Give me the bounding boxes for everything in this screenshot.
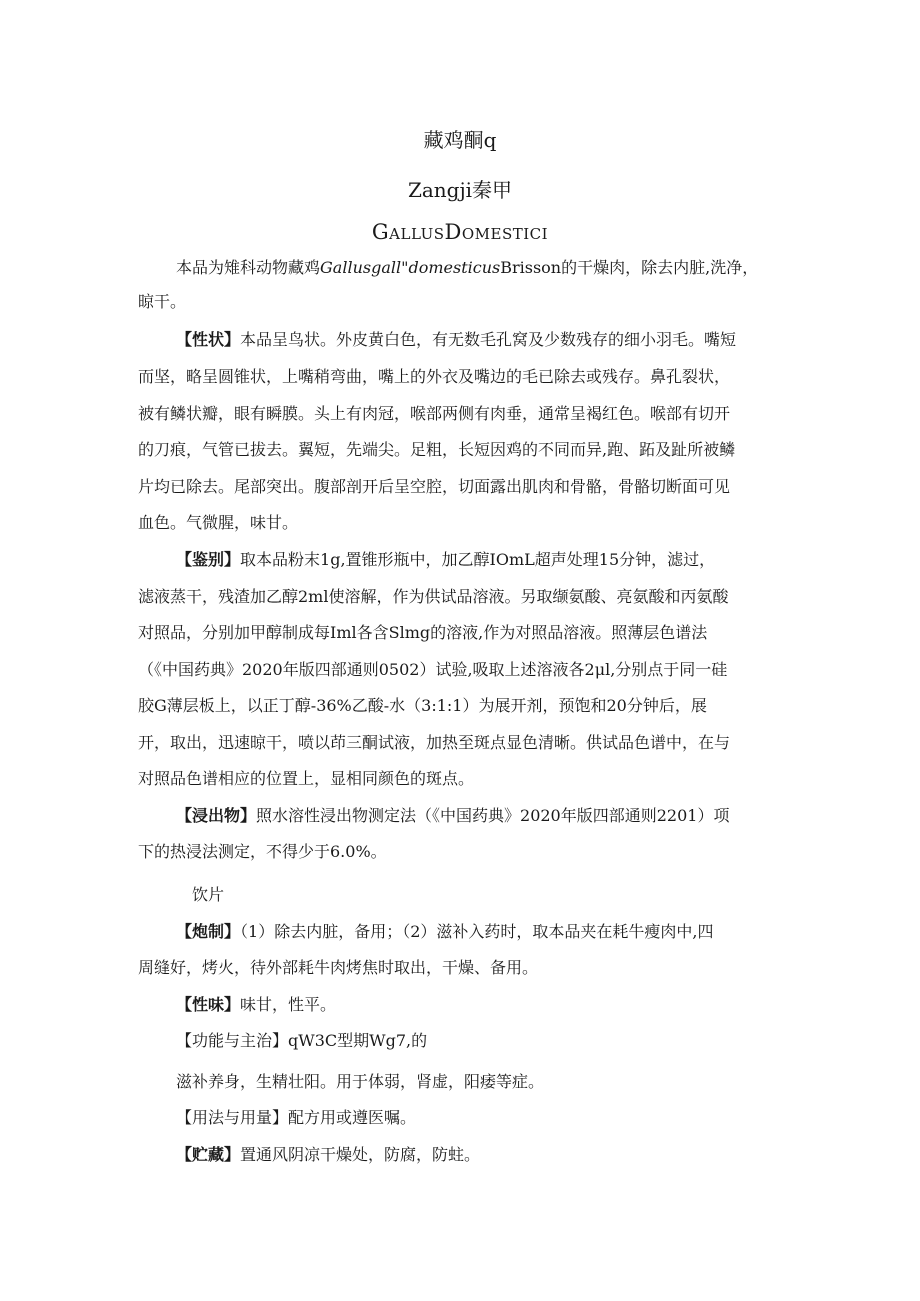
xingzhuang-line-6: 血色。气微腥，味甘。 bbox=[138, 513, 299, 532]
gongneng-line-2: 滋补养身，生精壮阳。用于体弱，肾虚，阳痿等症。 bbox=[176, 1072, 545, 1091]
jianbie-label: 【鉴别】 bbox=[176, 550, 241, 569]
paozhi-label: 【炮制】 bbox=[176, 922, 241, 941]
title-latin-allus: ALLUS bbox=[389, 225, 445, 243]
jinchuwu-line-1 bbox=[176, 806, 729, 826]
xingwei-line bbox=[176, 995, 336, 1015]
intro-line-1 bbox=[176, 258, 758, 278]
yongfa-line bbox=[176, 1108, 416, 1128]
xingzhuang-line-4: 的刀痕，气管已拔去。翼短，先端尖。足粗，长短因鸡的不同而异,跑、跖及趾所被鳞 bbox=[138, 440, 736, 459]
xingwei-label: 【性味】 bbox=[176, 995, 241, 1014]
intro-latin-name: Gallusgall"domesticus bbox=[320, 258, 501, 277]
yongfa-label: 【用法与用量】 bbox=[176, 1108, 289, 1127]
yongfa-text: 配方用或遵医嘱。 bbox=[288, 1108, 417, 1127]
zhucang-line bbox=[176, 1145, 480, 1165]
gongneng-line-1 bbox=[176, 1031, 427, 1051]
xingzhuang-line-2: 而坚，略呈圆锥状，上嘴稍弯曲，嘴上的外衣及嘴边的毛已除去或残存。鼻孔裂状， bbox=[138, 367, 731, 386]
title-pinyin: Zangji秦甲 bbox=[407, 178, 513, 202]
gongneng-label: 【功能与主治】 bbox=[176, 1031, 289, 1050]
paozhi-line-1 bbox=[176, 922, 713, 942]
xingwei-text: 味甘，性平。 bbox=[240, 995, 337, 1014]
intro-line-2: 晾干。 bbox=[138, 292, 187, 311]
jinchuwu-line-2: 下的热浸法测定，不得少于6.0%。 bbox=[138, 842, 387, 861]
jianbie-line-3: 对照品，分别加甲醇制成每Iml各含Slmg的溶液,作为对照品溶液。照薄层色谱法 bbox=[138, 623, 708, 642]
jianbie-line-7: 对照品色谱相应的位置上，显相同颜色的斑点。 bbox=[138, 769, 475, 788]
title-chinese: 藏鸡酮q bbox=[423, 128, 497, 152]
jianbie-line-4: （《中国药典》2020年版四部通则0502）试验,吸取上述溶液各2μl,分别点于同一硅 bbox=[138, 660, 728, 679]
zhucang-text: 置通风阴凉干燥处，防腐，防蛀。 bbox=[240, 1145, 481, 1164]
xingzhuang-text-1: 本品呈鸟状。外皮黄白色，有无数毛孔窝及少数残存的细小羽毛。嘴短 bbox=[240, 330, 737, 349]
jianbie-line-1 bbox=[176, 550, 715, 570]
paozhi-text-1: （1）除去内脏，备用；（2）滋补入药时，取本品夹在耗牛瘦肉中,四 bbox=[240, 922, 714, 941]
title-latin bbox=[0, 220, 920, 244]
title-latin-omestici: OMESTICI bbox=[461, 225, 549, 243]
xingzhuang-line-1 bbox=[176, 330, 736, 350]
jinchuwu-label: 【浸出物】 bbox=[176, 806, 257, 825]
jianbie-line-6: 开，取出，迅速晾干，喷以茚三酮试液，加热至斑点显色清晰。供试品色谱中，在与 bbox=[138, 733, 731, 752]
xingzhuang-line-3: 被有鳞状瓣，眼有瞬膜。头上有肉冠，喉部两侧有肉垂，通常呈褐红色。喉部有切开 bbox=[138, 404, 731, 423]
jianbie-text-1: 取本品粉末1g,置锥形瓶中，加乙醇IOmL超声处理15分钟，滤过， bbox=[240, 550, 716, 569]
title-latin-g: G bbox=[371, 220, 390, 244]
xingzhuang-line-5: 片均已除去。尾部突出。腹部剖开后呈空腔，切面露出肌肉和骨骼，骨骼切断面可见 bbox=[138, 477, 731, 496]
jianbie-line-5: 胶G薄层板上，以正丁醇-36%乙酸-水（3:1:1）为展开剂，预饱和20分钟后，展 bbox=[138, 696, 707, 715]
intro-text-b: Brisson的干燥肉，除去内脏,洗净， bbox=[500, 258, 759, 277]
jinchuwu-text-1: 照水溶性浸出物测定法（《中国药典》2020年版四部通则2201）项 bbox=[256, 806, 730, 825]
yinpian-heading: 饮片 bbox=[192, 885, 225, 904]
jianbie-line-2: 滤液蒸干，残渣加乙醇2ml使溶解，作为供试品溶液。另取缬氨酸、亮氨酸和丙氨酸 bbox=[138, 587, 729, 606]
zhucang-label: 【贮藏】 bbox=[176, 1145, 241, 1164]
intro-text-a: 本品为雉科动物藏鸡 bbox=[176, 258, 321, 277]
xingzhuang-label: 【性状】 bbox=[176, 330, 241, 349]
gongneng-text-1: qW3C型期Wg7,的 bbox=[288, 1031, 428, 1050]
title-latin-d: D bbox=[444, 220, 462, 244]
paozhi-line-2: 周缝好，烤火，待外部耗牛肉烤焦时取出，干燥、备用。 bbox=[138, 958, 539, 977]
